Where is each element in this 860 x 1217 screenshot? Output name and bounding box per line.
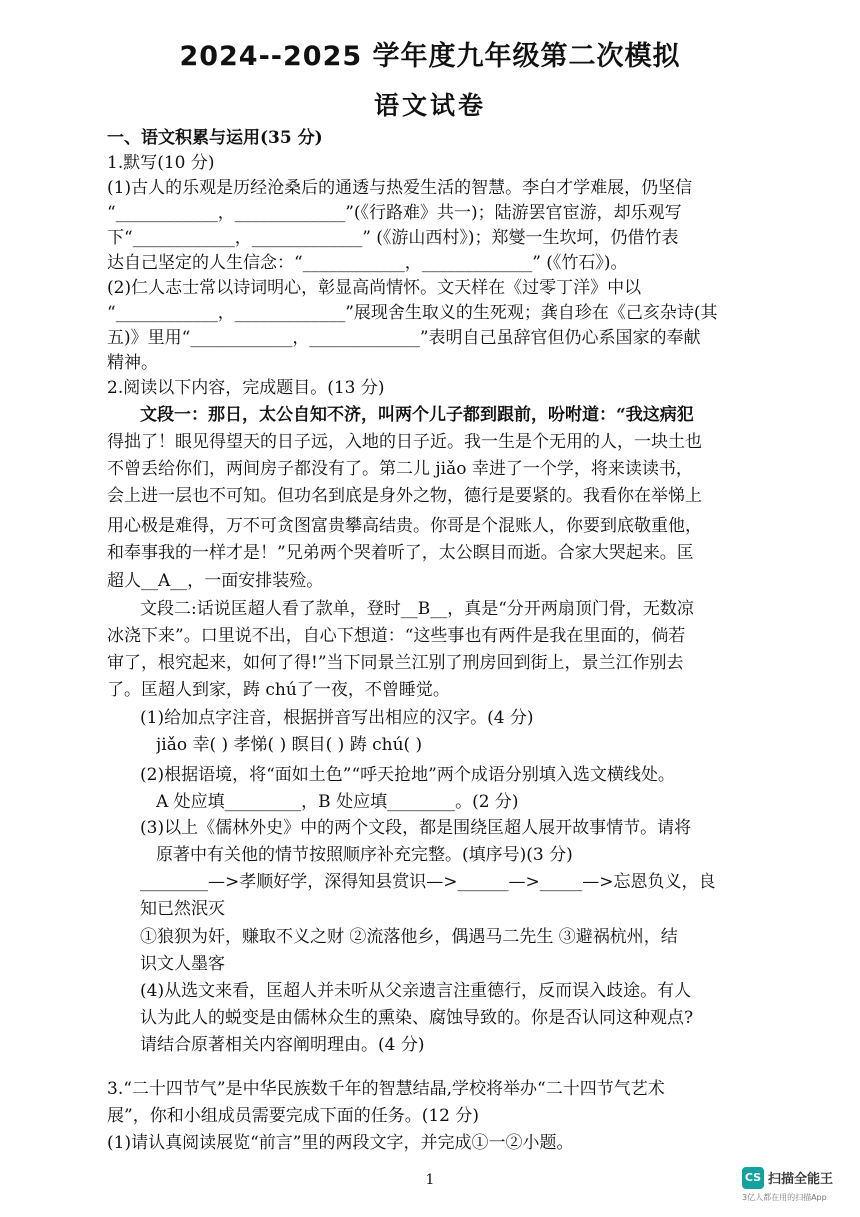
plot-options-line: ①狼狈为奸，赚取不义之财 ②流落他乡，偶遇马二先生 ③避祸杭州，结: [140, 927, 678, 947]
question-3-heading: 3.“二十四节气”是中华民族数千年的智慧结晶,学校将举办“二十四节气艺术: [107, 1079, 665, 1099]
subquestion-2: (2)根据语境，将“面如土色”“呼天抢地”两个成语分别填入选文横线处。: [140, 765, 675, 785]
subquestion-4: (4)从选文来看，匡超人并未听从父亲遗言注重德行，反而误入歧途。有人: [140, 981, 692, 1001]
scanner-app-name: 扫描全能王: [768, 1172, 834, 1187]
subquestion-3-line: 原著中有关他的情节按照顺序补充完整。(填序号)(3 分): [156, 845, 573, 865]
subquestion-2-blanks: A 处应填_________，B 处应填________。(2 分): [156, 792, 519, 812]
pinyin-blanks: jiǎo 幸( ) 孝悌( ) 瞑目( ) 踌 chú( ): [156, 735, 423, 755]
subquestion-4-line: 请结合原著相关内容阐明理由。(4 分): [140, 1035, 425, 1055]
q1-text-line: 达自己坚定的人生信念：“____________，_____________” (《竹石》)。: [107, 253, 628, 273]
passage-line: 不曾丢给你们，两间房子都没有了。第二儿 jiǎo 幸进了一个学，将来读读书，: [107, 459, 693, 479]
q1-text-line: 下“____________，_____________” (《游山西村》)；郑燮一生坎坷，仍借竹表: [107, 228, 679, 248]
passage-line: 用心极是难得，万不可贪图富贵攀高结贵。你哥是个混账人，你要到底敬重他，: [107, 516, 702, 536]
passage-line: 会上进一层也不可知。但功名到底是身外之物，德行是要紧的。我看你在举悌上: [107, 486, 702, 506]
scanner-logo-icon: CS: [742, 1167, 764, 1189]
question-3-line: 展”，你和小组成员需要完成下面的任务。(12 分): [107, 1106, 479, 1126]
q1-text-line: “____________，_____________”(《行路难》共一)；陆游罢官宦游，却乐观写: [107, 203, 682, 223]
subquestion-1: (1)给加点字注音，根据拼音写出相应的汉字。(4 分): [140, 708, 534, 728]
section-heading: 一、语文积累与运用(35 分): [107, 128, 323, 148]
passage-line: 和奉事我的一样才是！”兄弟两个哭着听了，太公瞑目而逝。合家大哭起来。匡: [107, 543, 694, 563]
passage-line: 了。匡超人到家，踌 chú了一夜，不曾睡觉。: [107, 680, 450, 700]
question-1-heading: 1.默写(10 分): [107, 153, 215, 173]
passage-line: 超人__A__，一面安排装殓。: [107, 571, 324, 591]
plot-sequence-line: 知已然泯灭: [140, 899, 225, 919]
subquestion-3: (3)以上《儒林外史》中的两个文段，都是围绕匡超人展开故事情节。请将: [140, 818, 692, 838]
q1-text-line: 五)》里用“____________，_____________”表明自己虽辞官但仍心系国家的奉献: [107, 328, 701, 348]
scanner-tagline: 3亿人都在用的扫描App: [742, 1193, 827, 1202]
passage-line: 审了，根究起来，如何了得!”当下同景兰江别了刑房回到街上，景兰江作别去: [107, 653, 684, 673]
page-number: 1: [425, 1172, 435, 1188]
passage-line: 冰浇下来”。口里说不出，自心下想道：“这些事也有两件是我在里面的，倘若: [107, 626, 686, 646]
subquestion-4-line: 认为此人的蜕变是由儒林众生的熏染、腐蚀导致的。你是否认同这种观点?: [140, 1008, 694, 1028]
passage-line: 得拙了！眼见得望天的日子远，入地的日子近。我一生是个无用的人，一块土也: [107, 432, 702, 452]
question-3-line: (1)请认真阅读展览“前言”里的两段文字，并完成①一②小题。: [107, 1133, 574, 1153]
exam-subtitle: 语文试卷: [373, 91, 486, 120]
q1-text-line: “____________，_____________”展现舍生取义的生死观；龚自珍在《己亥杂诗(其: [107, 303, 718, 323]
exam-title: 2024--2025 学年度九年级第二次模拟: [179, 41, 681, 72]
q1-text-line: 精神。: [107, 353, 158, 373]
q1-text-line: (2)仁人志士常以诗词明心，彰显高尚情怀。文天样在《过零丁洋》中以: [107, 278, 642, 298]
scanner-watermark: [742, 1167, 842, 1207]
q1-text-line: (1)古人的乐观是历经沧桑后的通透与热爱生活的智慧。李白才学难展，仍坚信: [107, 178, 693, 198]
passage-line: 文段一：那日，太公自知不济，叫两个儿子都到跟前，吩咐道：“我这病犯: [140, 405, 694, 425]
plot-options-line: 识文人墨客: [140, 954, 225, 974]
question-2-heading: 2.阅读以下内容，完成题目。(13 分): [107, 378, 385, 398]
plot-sequence-line: ________—>孝顺好学，深得知县赏识—>______—>_____—>忘恩负义，良: [140, 872, 716, 892]
passage-line: 文段二:话说匡超人看了款单，登时__B__，真是“分开两扇顶门骨，无数凉: [140, 599, 694, 619]
